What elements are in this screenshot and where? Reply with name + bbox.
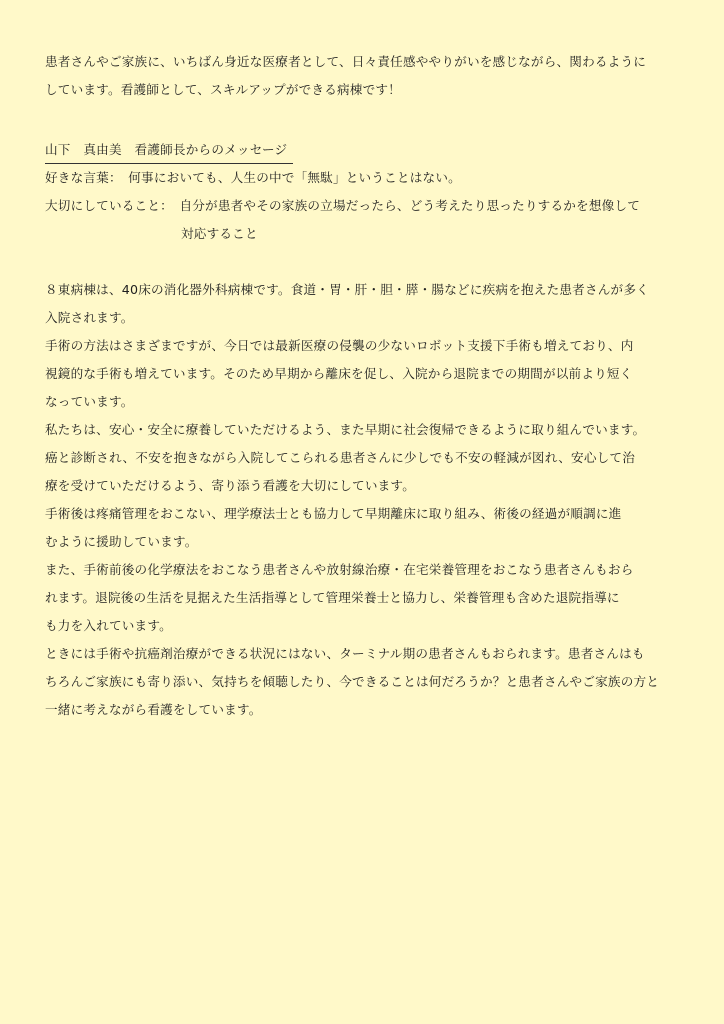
message-heading: 山下 真由美 看護師長からのメッセージ (45, 137, 293, 164)
blank-space (45, 248, 685, 276)
paragraph-5-line-2: むように援助しています。 (45, 534, 198, 549)
paragraph-7-line-1: ときには手術や抗癌剤治療ができる状況にはない、ターミナル期の患者さんもおられます。患者さんはも (45, 646, 645, 661)
paragraph-5-line-1: 手術後は疼痛管理をおこない、理学療法士とも協力して早期離床に取り組み、術後の経過が順調に進 (45, 506, 622, 521)
intro-line-1: 患者さんやご家族に、いちばん身近な医療者として、日々責任感ややりがいを感じながら、関わるように (45, 54, 647, 69)
paragraph-7-line-2: ちろんご家族にも寄り添い、気持ちを傾聴したり、今できることは何だろうか？と患者さんやご家族の方と (45, 674, 660, 689)
paragraph-6-line-1: また、手術前後の化学療法をおこなう患者さんや放射線治療・在宅栄養管理をおこなう患者さんもおら (45, 562, 634, 577)
important-things-value-line-2: 対応すること (181, 226, 258, 241)
paragraph-1-line-2: 入院されます。 (45, 310, 134, 325)
paragraph-7-line-3: 一緒に考えながら看護をしています。 (45, 702, 262, 717)
intro-line-2: しています。看護師として、スキルアップができる病棟です！ (45, 82, 401, 97)
paragraph-1-line-1: ８東病棟は、40床の消化器外科病棟です。食道・胃・肝・胆・膵・腸などに疾病を抱えた患者さんが多く (45, 282, 649, 297)
document-page (45, 48, 685, 724)
message-heading-row (45, 136, 685, 164)
important-things-label: 大切にしていること： (45, 198, 180, 213)
favorite-words-label: 好きな言葉： (45, 170, 129, 185)
favorite-words-row (45, 164, 685, 192)
important-things-value-line-1: 自分が患者やその家族の立場だったら、どう考えたり思ったりするかを想像して (179, 198, 641, 213)
important-things-row (45, 192, 685, 220)
paragraph-3-line-1: 私たちは、安心・安全に療養していただけるよう、また早期に社会復帰できるように取り組んでいます。 (45, 422, 646, 437)
paragraph-2-line-2: 視鏡的な手術も増えています。そのため早期から離床を促し、入院から退院までの期間が以前より短く (45, 366, 633, 381)
blank-space (45, 104, 685, 132)
favorite-words-value: 何事においても、人生の中で「無駄」ということはない。 (128, 170, 461, 185)
paragraph-2-line-3: なっています。 (45, 394, 134, 409)
paragraph-4-line-1: 癌と診断され、不安を抱きながら入院してこられる患者さんに少しでも不安の軽減が図れ、安心して治 (45, 450, 636, 465)
paragraph-6-line-2: れます。退院後の生活を見据えた生活指導として管理栄養士と協力し、栄養管理も含めた退院指導に (45, 590, 620, 605)
paragraph-2-line-1: 手術の方法はさまざまですが、今日では最新医療の侵襲の少ないロボット支援下手術も増えており、内 (45, 338, 634, 353)
paragraph-6-line-3: も力を入れています。 (45, 618, 172, 633)
paragraph-4-line-2: 療を受けていただけるよう、寄り添う看護を大切にしています。 (45, 478, 416, 493)
